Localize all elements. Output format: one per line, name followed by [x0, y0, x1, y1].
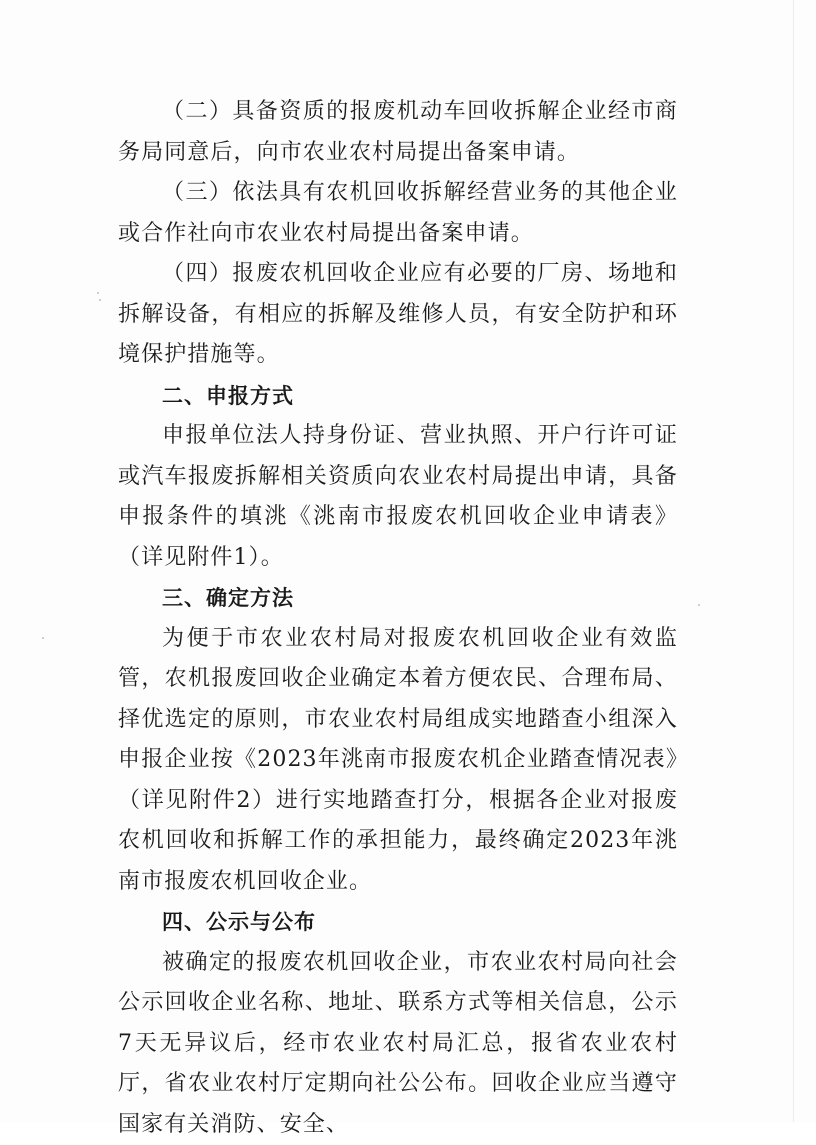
scan-edge-line [793, 0, 794, 1122]
paragraph-item-2: （二）具备资质的报废机动车回收拆解企业经市商务局同意后，向市农业农村局提出备案申请。 [118, 92, 678, 173]
section-body-publicity: 被确定的报废农机回收企业，市农业农村局向社会公示回收企业名称、地址、联系方式等相关信息，公示7天无异议后，经市农业农村局汇总，报省农业农村厅，省农业农村厅定期向社公公布。回收企业应当遵守国家有关消防、安全、 [118, 943, 678, 1145]
scan-speck [99, 299, 101, 301]
paragraph-item-4: （四）报废农机回收企业应有必要的厂房、场地和拆解设备，有相应的拆解及维修人员，有安全防护和环境保护措施等。 [118, 254, 678, 376]
section-heading-application-method: 二、申报方式 [118, 376, 678, 417]
scan-speck [42, 637, 44, 639]
scan-speck [698, 604, 700, 606]
section-body-determination-method: 为便于市农业农村局对报废农机回收企业有效监管，农机报废回收企业确定本着方便农民、合理布局、择优选定的原则，市农业农村局组成实地踏查小组深入申报企业按《2023年洮南市报废农机企业踏查情况表》（详见附件2）进行实地踏查打分，根据各企业对报废农机回收和拆解工作的承担能力，最终确定2023年洮南市报废农机回收企业。 [118, 619, 678, 903]
document-body [118, 92, 678, 1145]
section-body-application-method: 申报单位法人持身份证、营业执照、开户行许可证或汽车报废拆解相关资质向农业农村局提出申请，具备申报条件的填洮《洮南市报废农机回收企业申请表》（详见附件1）。 [118, 416, 678, 578]
section-heading-publicity: 四、公示与公布 [118, 902, 678, 943]
paragraph-item-3: （三）依法具有农机回收拆解经营业务的其他企业或合作社向市农业农村局提出备案申请。 [118, 173, 678, 254]
scan-speck [97, 292, 99, 294]
section-heading-determination-method: 三、确定方法 [118, 578, 678, 619]
